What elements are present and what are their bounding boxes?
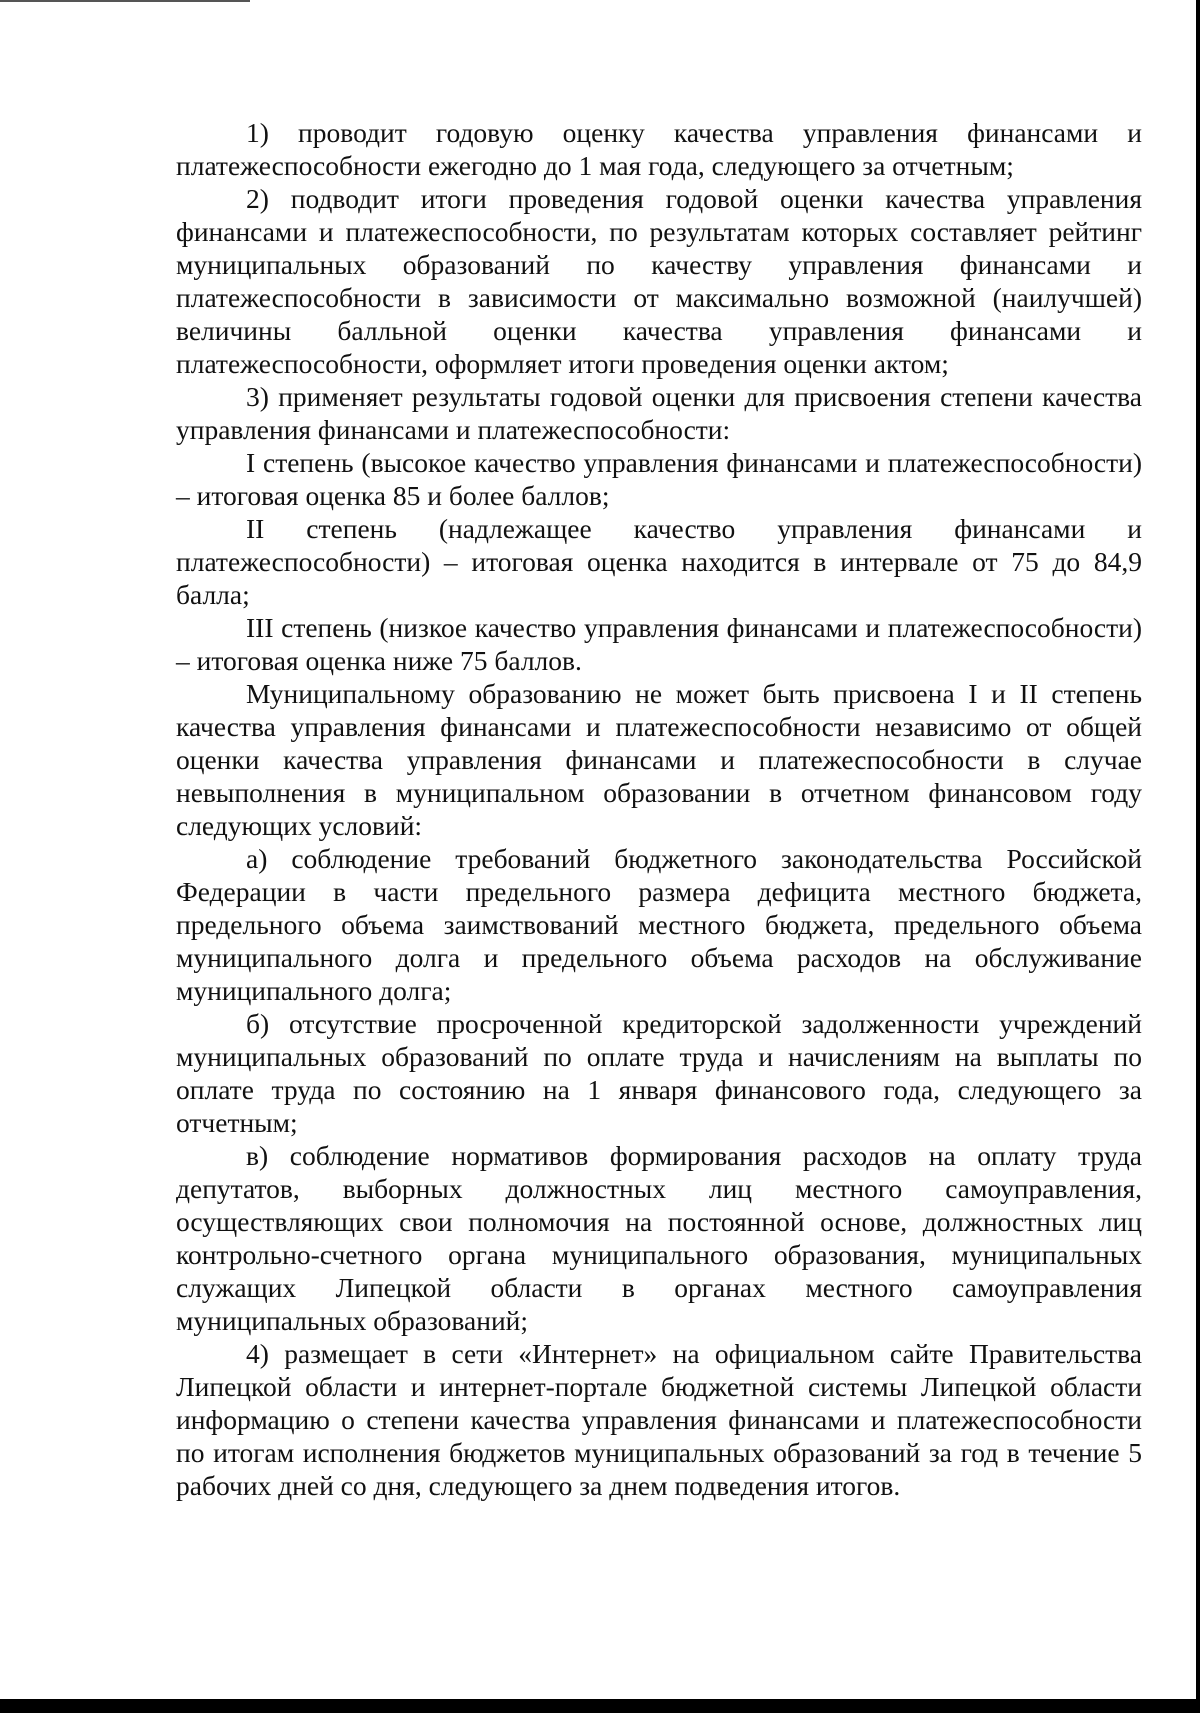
paragraph-condition-b: б) отсутствие просроченной кредиторской задолженности учреждений муниципальных образований по оплате труда и начислениям на выплаты по оплате труда по состоянию на 1 января финансового года, следующего за отчетным; (176, 1008, 1142, 1138)
paragraph-item-1: 1) проводит годовую оценку качества управления финансами и платежеспособности ежегодно до 1 мая года, следующего за отчетным; (176, 117, 1142, 181)
paragraph-conditions-intro: Муниципальному образованию не может быть присвоена I и II степень качества управления финансами и платежеспособности независимо от общей оценки качества управления финансами и платежеспособности в случае невыполнения в муниципальном образовании в отчетном финансовом году следующих условий: (176, 678, 1142, 841)
document-page (176, 116, 1142, 1502)
scan-top-rule (0, 0, 250, 2)
paragraph-condition-v: в) соблюдение нормативов формирования расходов на оплату труда депутатов, выборных должностных лиц местного самоуправления, осуществляющих свои полномочия на постоянной основе, должностных лиц контрольно-счетного органа муниципального образования, муниципальных служащих Липецкой области в органах местного самоуправления муниципальных образований; (176, 1140, 1142, 1336)
paragraph-degree-1: I степень (высокое качество управления финансами и платежеспособности) – итоговая оценка 85 и более баллов; (176, 447, 1142, 511)
paragraph-degree-3: III степень (низкое качество управления финансами и платежеспособности) – итоговая оценка ниже 75 баллов. (176, 612, 1142, 676)
paragraph-degree-2: II степень (надлежащее качество управления финансами и платежеспособности) – итоговая оценка находится в интервале от 75 до 84,9 балла; (176, 513, 1142, 610)
paragraph-item-3: 3) применяет результаты годовой оценки для присвоения степени качества управления финансами и платежеспособности: (176, 381, 1142, 445)
paragraph-condition-a: а) соблюдение требований бюджетного законодательства Российской Федерации в части предельного размера дефицита местного бюджета, предельного объема заимствований местного бюджета, предельного объема муниципального долга и предельного объема расходов на обслуживание муниципального долга; (176, 843, 1142, 1006)
paragraph-item-2: 2) подводит итоги проведения годовой оценки качества управления финансами и платежеспособности, по результатам которых составляет рейтинг муниципальных образований по качеству управления финансами и платежеспособности в зависимости от максимально возможной (наилучшей) величины балльной оценки качества управления финансами и платежеспособности, оформляет итоги проведения оценки актом; (176, 183, 1142, 379)
scan-bottom-edge (0, 1699, 1200, 1713)
scan-right-edge (1196, 0, 1200, 1700)
paragraph-item-4: 4) размещает в сети «Интернет» на официальном сайте Правительства Липецкой области и интернет-портале бюджетной системы Липецкой области информацию о степени качества управления финансами и платежеспособности по итогам исполнения бюджетов муниципальных образований за год в течение 5 рабочих дней со дня, следующего за днем подведения итогов. (176, 1338, 1142, 1501)
